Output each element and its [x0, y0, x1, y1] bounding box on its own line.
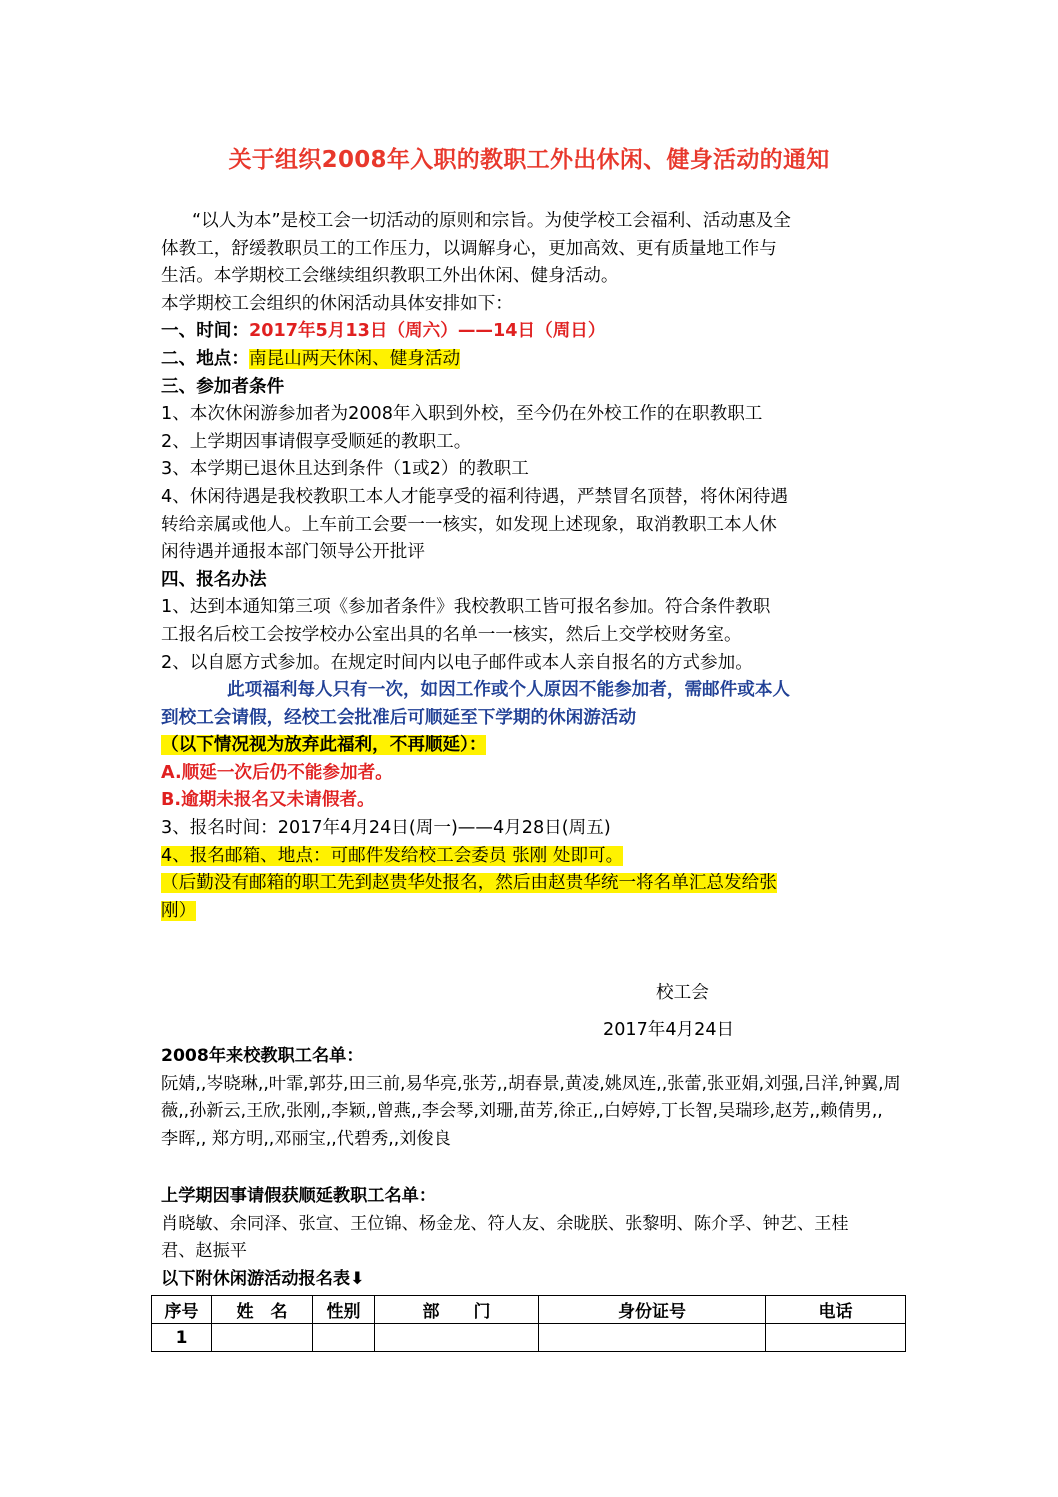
intro-line: 本学期校工会组织的休闲活动具体安排如下： [161, 293, 513, 314]
intro-line: 生活。本学期校工会继续组织教职工外出休闲、健身活动。 [161, 266, 619, 287]
time-item [161, 318, 921, 346]
list-2008-line: 薇,,孙新云,王欣,张刚,,李颖,,曾燕,,李会琴,刘珊,苗芳,徐正,,白婷婷,丁长智,吴瑞珍,赵芳,,赖倩男,, [161, 1101, 883, 1121]
registration-mail-line [161, 843, 921, 871]
list-2008 [161, 1043, 921, 1153]
conditions-heading: 三、参加者条件 [161, 376, 285, 397]
condition-line: 1、本次休闲游参加者为2008年入职到外校，至今仍在外校工作的在职教职工 [161, 404, 763, 425]
condition-line: 4、休闲待遇是我校教职工本人才能享受的福利待遇，严禁冒名顶替，将休闲待遇 [161, 486, 788, 507]
condition-line: 2、上学期因事请假享受顺延的教职工。 [161, 431, 472, 452]
header-cell: 身份证号 [539, 1296, 766, 1324]
place-item [161, 346, 921, 374]
signature-date: 2017年4月24日 [603, 1020, 735, 1040]
list-2008-line: 李晖,, 郑方明,,邓丽宝,,代碧秀,,刘俊良 [161, 1128, 451, 1149]
table-row [152, 1324, 906, 1352]
time-value: 2017年5月13日（周六）——14日（周日） [248, 321, 606, 342]
registration-note: （后勤没有邮箱的职工先到赵贵华处报名，然后由赵贵华统一将名单汇总发给张 [161, 873, 777, 894]
table-cell[interactable] [766, 1324, 906, 1352]
registration-line: 1、达到本通知第三项《参加者条件》我校教职工皆可报名参加。符合条件教职 [161, 597, 771, 618]
registration-mail: 4、报名邮箱、地点：可邮件发给校工会委员 张刚 处即可。 [161, 845, 624, 866]
intro-line: 体教工，舒缓教职员工的工作压力，以调解身心，更加高效、更有质量地工作与 [161, 238, 777, 259]
header-cell: 姓 名 [212, 1296, 313, 1324]
case-b: B.逾期未报名又未请假者。 [161, 790, 375, 811]
list-2008-title: 2008年来校教职工名单： [161, 1046, 364, 1066]
time-label: 一、时间： [161, 321, 249, 342]
table-cell[interactable] [539, 1324, 766, 1352]
list-deferred-title: 上学期因事请假获顺延教职工名单： [161, 1186, 437, 1206]
notice-body [161, 208, 921, 925]
list-deferred-line: 君、赵振平 [161, 1241, 247, 1261]
registration-time: 3、报名时间：2017年4月24日(周一)——4月28日(周五) [161, 818, 611, 839]
registration-line: 工报名后校工会按学校办公室出具的名单一一核实，然后上交学校财务室。 [161, 624, 742, 645]
place-label: 二、地点： [161, 348, 249, 369]
list-deferred-line: 肖晓敏、余同泽、张宣、王位锦、杨金龙、符人友、余昽朕、张黎明、陈介孚、钟艺、王桂 [161, 1213, 849, 1234]
form-title: 以下附休闲游活动报名表⬇ [161, 1269, 365, 1289]
intro-line: “以人为本”是校工会一切活动的原则和宗旨。为使学校工会福利、活动惠及全 [192, 211, 791, 231]
header-cell: 电话 [766, 1296, 906, 1324]
table-cell: 1 [152, 1324, 212, 1352]
registration-line: 2、以自愿方式参加。在规定时间内以电子邮件或本人亲自报名的方式参加。 [161, 652, 753, 673]
place-value: 南昆山两天休闲、健身活动 [248, 348, 461, 369]
condition-line: 转给亲属或他人。上车前工会要一一核实，如发现上述现象，取消教职工本人休 [161, 514, 777, 535]
registration-note: 刚） [161, 900, 197, 921]
registration-heading: 四、报名办法 [161, 569, 267, 590]
list-deferred [161, 1183, 921, 1266]
table-cell[interactable] [212, 1324, 313, 1352]
waive-text: （以下情况视为放弃此福利，不再顺延）： [161, 735, 487, 756]
signature: 校工会 [656, 983, 709, 1003]
condition-line: 闲待遇并通报本部门领导公开批评 [161, 542, 425, 563]
waive-line [161, 732, 921, 760]
notice-blue-line: 此项福利每人只有一次，如因工作或个人原因不能参加者，需邮件或本人 [227, 680, 791, 701]
notice-blue-line: 到校工会请假，经校工会批准后可顺延至下学期的休闲游活动 [161, 707, 637, 728]
case-a: A.顺延一次后仍不能参加者。 [161, 762, 393, 783]
condition-line: 3、本学期已退休且达到条件（1或2）的教职工 [161, 459, 529, 480]
registration-note-line [161, 898, 921, 926]
table-header-row [152, 1296, 906, 1324]
notice-title: 关于组织2008年入职的教职工外出休闲、健身活动的通知 [228, 147, 830, 173]
header-cell: 部 门 [375, 1296, 539, 1324]
table-cell[interactable] [375, 1324, 539, 1352]
header-cell: 序号 [152, 1296, 212, 1324]
list-2008-line: 阮婧,,岑晓琳,,叶霏,郭芬,田三前,易华亮,张芳,,胡春景,黄凌,姚凤连,,张蕾,张亚娟,刘强,吕洋,钟翼,周 [161, 1073, 901, 1094]
registration-form-table [151, 1295, 906, 1352]
table-cell[interactable] [313, 1324, 375, 1352]
registration-note-line [161, 870, 921, 898]
form-section [161, 1266, 921, 1294]
header-cell: 性别 [313, 1296, 375, 1324]
